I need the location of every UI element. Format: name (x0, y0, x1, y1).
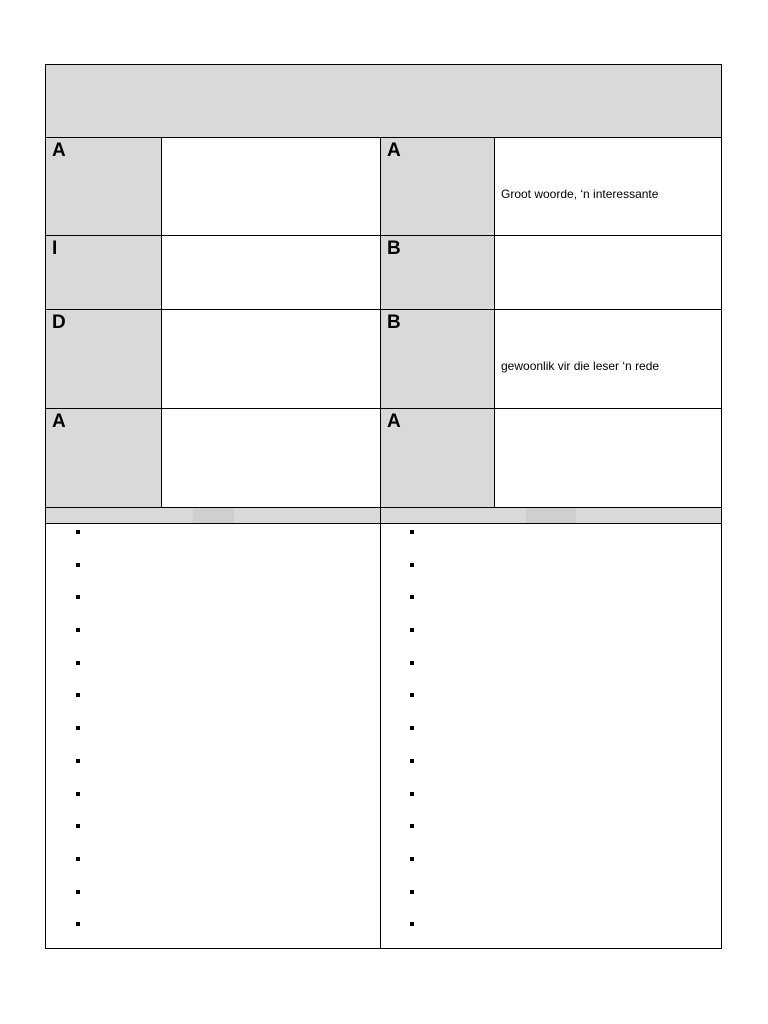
row-3-left-content-cell[interactable] (162, 310, 381, 409)
bullet-marker-icon (410, 759, 414, 763)
right-bullet-item (410, 628, 430, 661)
left-section-strip (46, 508, 381, 524)
bullet-marker-icon (410, 792, 414, 796)
left-bullet-item (76, 726, 96, 759)
bullet-marker-icon (410, 563, 414, 567)
left-bullet-item (76, 595, 96, 628)
left-strip-marker (193, 508, 234, 523)
bullet-marker-icon (76, 661, 80, 665)
bullet-marker-icon (76, 563, 80, 567)
row-2-right-label: B (387, 238, 401, 259)
row-3-left-label-cell (46, 310, 162, 409)
bullet-marker-icon (410, 628, 414, 632)
bullet-marker-icon (76, 824, 80, 828)
bullet-marker-icon (76, 595, 80, 599)
row-3-right-text: gewoonlik vir die leser ‘n rede (501, 359, 660, 373)
row-4-left-label-cell (46, 409, 162, 508)
right-bullet-list (410, 524, 430, 955)
left-bullet-item (76, 530, 96, 563)
row-2-right-content-cell[interactable] (495, 236, 721, 310)
row-2-left-label-cell (46, 236, 162, 310)
right-strip-marker (526, 508, 576, 523)
right-bullet-item (410, 693, 430, 726)
left-bullet-item (76, 563, 96, 596)
bullet-marker-icon (76, 628, 80, 632)
bullet-marker-icon (410, 890, 414, 894)
right-bullet-item (410, 726, 430, 759)
left-bullet-item (76, 824, 96, 857)
right-bullet-item (410, 563, 430, 596)
bullet-marker-icon (410, 726, 414, 730)
right-bullet-item (410, 792, 430, 825)
left-bullet-item (76, 890, 96, 923)
bullet-marker-icon (76, 759, 80, 763)
right-bullet-item (410, 759, 430, 792)
row-1-left-label: A (52, 140, 66, 161)
bullet-marker-icon (410, 530, 414, 534)
right-bullet-area[interactable] (381, 524, 721, 948)
left-bullet-item (76, 693, 96, 726)
left-bullet-item (76, 922, 96, 955)
row-4-right-label-cell (381, 409, 495, 508)
row-3-right-content-cell[interactable] (495, 310, 721, 409)
row-3-left-label: D (52, 312, 66, 333)
bullet-marker-icon (410, 922, 414, 926)
row-1-right-content-cell[interactable] (495, 138, 721, 236)
left-bullet-list (76, 524, 96, 955)
left-bullet-area[interactable] (46, 524, 381, 948)
table-header-band (46, 65, 721, 138)
bullet-marker-icon (76, 726, 80, 730)
row-4-left-label: A (52, 411, 66, 432)
right-section-strip (381, 508, 721, 524)
row-4-right-content-cell[interactable] (495, 409, 721, 508)
row-1-right-label-cell (381, 138, 495, 236)
left-bullet-item (76, 792, 96, 825)
bullet-marker-icon (410, 824, 414, 828)
worksheet-table (45, 64, 722, 949)
bullet-marker-icon (76, 922, 80, 926)
row-3-right-label-cell (381, 310, 495, 409)
row-2-left-label: I (52, 238, 58, 259)
bullet-marker-icon (410, 857, 414, 861)
right-bullet-item (410, 890, 430, 923)
right-bullet-item (410, 922, 430, 955)
bullet-marker-icon (410, 693, 414, 697)
row-1-right-label: A (387, 140, 401, 161)
right-bullet-item (410, 530, 430, 563)
bullet-marker-icon (76, 857, 80, 861)
row-1-left-label-cell (46, 138, 162, 236)
right-bullet-item (410, 595, 430, 628)
bullet-marker-icon (410, 595, 414, 599)
row-3-right-label: B (387, 312, 401, 333)
row-4-right-label: A (387, 411, 401, 432)
bullet-marker-icon (76, 792, 80, 796)
left-bullet-item (76, 628, 96, 661)
left-bullet-item (76, 759, 96, 792)
right-bullet-item (410, 824, 430, 857)
bullet-marker-icon (76, 693, 80, 697)
row-1-left-content-cell[interactable] (162, 138, 381, 236)
row-2-right-label-cell (381, 236, 495, 310)
bullet-marker-icon (410, 661, 414, 665)
bullet-marker-icon (76, 890, 80, 894)
row-2-left-content-cell[interactable] (162, 236, 381, 310)
left-bullet-item (76, 857, 96, 890)
bullet-marker-icon (76, 530, 80, 534)
row-4-left-content-cell[interactable] (162, 409, 381, 508)
right-bullet-item (410, 857, 430, 890)
left-bullet-item (76, 661, 96, 694)
right-bullet-item (410, 661, 430, 694)
row-1-right-text: Groot woorde, ‘n interessante (501, 187, 659, 201)
